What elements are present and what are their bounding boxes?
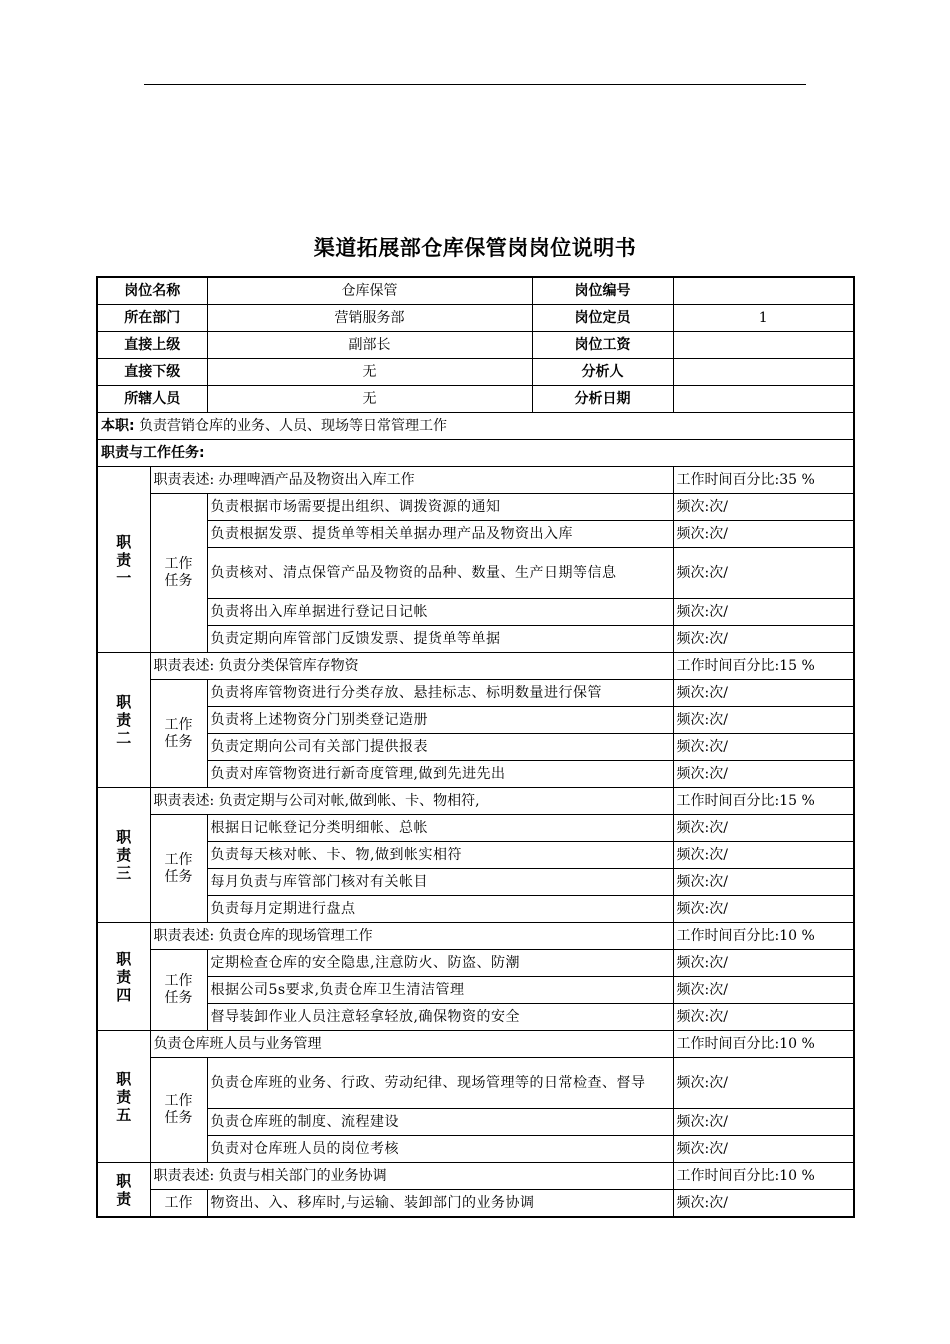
info-row-department: [97, 305, 854, 332]
position-code-label: 岗位编号: [532, 277, 673, 305]
table-row: [97, 1058, 854, 1109]
task-frequency: 频次:次/: [673, 707, 854, 734]
analysis-date-label: 分析日期: [532, 386, 673, 413]
duty-1-header: 职责一: [97, 467, 150, 653]
analysis-date-value: [673, 386, 854, 413]
duty-5-task-label: 工作任务: [150, 1058, 207, 1163]
task-frequency: 频次:次/: [673, 1190, 854, 1218]
table-row: [97, 707, 854, 734]
table-row: [97, 977, 854, 1004]
subordinate-label: 直接下级: [97, 359, 207, 386]
task-text: 负责仓库班的业务、行政、劳动纪律、现场管理等的日常检查、督导: [207, 1058, 673, 1109]
table-row: [97, 626, 854, 653]
duty-2-statement-row: [97, 653, 854, 680]
table-row: [97, 599, 854, 626]
header-rule: [144, 84, 806, 85]
main-duty: [97, 413, 854, 440]
duty-5-time-pct: 工作时间百分比:10 %: [673, 1031, 854, 1058]
task-frequency: 频次:次/: [673, 734, 854, 761]
duty-1-time-pct: 工作时间百分比:35 %: [673, 467, 854, 494]
job-description-table: [96, 276, 855, 1218]
task-text: 负责核对、清点保管产品及物资的品种、数量、生产日期等信息: [207, 548, 673, 599]
department-value: 营销服务部: [207, 305, 532, 332]
subordinate-value: 无: [207, 359, 532, 386]
task-frequency: 频次:次/: [673, 599, 854, 626]
headcount-value: 1: [673, 305, 854, 332]
info-row-position: [97, 277, 854, 305]
document-title: 渠道拓展部仓库保管岗岗位说明书: [313, 236, 637, 260]
duty-4-time-pct: 工作时间百分比:10 %: [673, 923, 854, 950]
task-frequency: 频次:次/: [673, 1109, 854, 1136]
table-row: [97, 815, 854, 842]
duty-6-statement: 职责表述: 负责与相关部门的业务协调: [150, 1163, 673, 1190]
task-text: 负责对库管物资进行新奇度管理,做到先进先出: [207, 761, 673, 788]
table-row: [97, 734, 854, 761]
table-row: [97, 1136, 854, 1163]
position-code-value: [673, 277, 854, 305]
analyst-value: [673, 359, 854, 386]
position-name-label: 岗位名称: [97, 277, 207, 305]
table-row: [97, 950, 854, 977]
task-frequency: 频次:次/: [673, 521, 854, 548]
duty-3-statement-row: [97, 788, 854, 815]
info-row-subordinate: [97, 359, 854, 386]
table-row: [97, 761, 854, 788]
task-text: 负责将出入库单据进行登记日记帐: [207, 599, 673, 626]
duty-4-statement-row: [97, 923, 854, 950]
task-frequency: 频次:次/: [673, 1136, 854, 1163]
task-text: 负责每天核对帐、卡、物,做到帐实相符: [207, 842, 673, 869]
task-frequency: 频次:次/: [673, 869, 854, 896]
superior-label: 直接上级: [97, 332, 207, 359]
duties-section-row: [97, 440, 854, 467]
duty-3-header: 职责三: [97, 788, 150, 923]
duty-5-statement-row: [97, 1031, 854, 1058]
task-frequency: 频次:次/: [673, 896, 854, 923]
table-row: [97, 1004, 854, 1031]
table-row: [97, 680, 854, 707]
position-name-value: 仓库保管: [207, 277, 532, 305]
task-text: 负责将库管物资进行分类存放、悬挂标志、标明数量进行保管: [207, 680, 673, 707]
task-text: 每月负责与库管部门核对有关帐目: [207, 869, 673, 896]
salary-value: [673, 332, 854, 359]
department-label: 所在部门: [97, 305, 207, 332]
analyst-label: 分析人: [532, 359, 673, 386]
task-text: 负责定期向公司有关部门提供报表: [207, 734, 673, 761]
staff-value: 无: [207, 386, 532, 413]
duty-6-time-pct: 工作时间百分比:10 %: [673, 1163, 854, 1190]
duty-6-task-label: 工作: [150, 1190, 207, 1218]
task-text: 物资出、入、移库时,与运输、装卸部门的业务协调: [207, 1190, 673, 1218]
salary-label: 岗位工资: [532, 332, 673, 359]
task-text: 根据日记帐登记分类明细帐、总帐: [207, 815, 673, 842]
task-frequency: 频次:次/: [673, 761, 854, 788]
task-frequency: 频次:次/: [673, 842, 854, 869]
duty-6-statement-row: [97, 1163, 854, 1190]
info-row-staff: [97, 386, 854, 413]
table-row: [97, 1190, 854, 1218]
task-text: 负责仓库班的制度、流程建设: [207, 1109, 673, 1136]
duty-3-statement: 职责表述: 负责定期与公司对帐,做到帐、卡、物相符,: [150, 788, 673, 815]
table-row: [97, 1109, 854, 1136]
duty-2-task-label: 工作任务: [150, 680, 207, 788]
table-row: [97, 896, 854, 923]
task-text: 负责每月定期进行盘点: [207, 896, 673, 923]
duty-1-statement: 职责表述: 办理啤酒产品及物资出入库工作: [150, 467, 673, 494]
duty-2-time-pct: 工作时间百分比:15 %: [673, 653, 854, 680]
duty-2-statement: 职责表述: 负责分类保管库存物资: [150, 653, 673, 680]
table-row: [97, 842, 854, 869]
table-row: [97, 521, 854, 548]
info-row-superior: [97, 332, 854, 359]
task-text: 负责根据市场需要提出组织、调拨资源的通知: [207, 494, 673, 521]
task-frequency: 频次:次/: [673, 950, 854, 977]
table-row: [97, 548, 854, 599]
task-frequency: 频次:次/: [673, 548, 854, 599]
task-text: 定期检查仓库的安全隐患,注意防火、防盗、防潮: [207, 950, 673, 977]
task-text: 负责将上述物资分门别类登记造册: [207, 707, 673, 734]
main-duty-label: 本职:: [101, 418, 135, 434]
main-duty-text: 负责营销仓库的业务、人员、现场等日常管理工作: [139, 418, 448, 434]
task-text: 负责对仓库班人员的岗位考核: [207, 1136, 673, 1163]
superior-value: 副部长: [207, 332, 532, 359]
duty-4-header: 职责四: [97, 923, 150, 1031]
duty-5-header: 职责五: [97, 1031, 150, 1163]
task-text: 负责根据发票、提货单等相关单据办理产品及物资出入库: [207, 521, 673, 548]
task-frequency: 频次:次/: [673, 815, 854, 842]
duty-3-task-label: 工作任务: [150, 815, 207, 923]
duty-5-statement: 负责仓库班人员与业务管理: [150, 1031, 673, 1058]
duty-6-header: 职责: [97, 1163, 150, 1218]
task-frequency: 频次:次/: [673, 494, 854, 521]
table-row: [97, 869, 854, 896]
task-text: 负责定期向库管部门反馈发票、提货单等单据: [207, 626, 673, 653]
duty-1-task-label: 工作任务: [150, 494, 207, 653]
task-frequency: 频次:次/: [673, 1058, 854, 1109]
task-frequency: 频次:次/: [673, 977, 854, 1004]
headcount-label: 岗位定员: [532, 305, 673, 332]
task-frequency: 频次:次/: [673, 1004, 854, 1031]
duty-3-time-pct: 工作时间百分比:15 %: [673, 788, 854, 815]
duty-1-statement-row: [97, 467, 854, 494]
table-row: [97, 494, 854, 521]
main-duty-row: [97, 413, 854, 440]
staff-label: 所辖人员: [97, 386, 207, 413]
duty-2-header: 职责二: [97, 653, 150, 788]
task-frequency: 频次:次/: [673, 626, 854, 653]
task-text: 根据公司5s要求,负责仓库卫生清洁管理: [207, 977, 673, 1004]
duty-4-task-label: 工作任务: [150, 950, 207, 1031]
task-frequency: 频次:次/: [673, 680, 854, 707]
duties-section-label: 职责与工作任务:: [97, 440, 854, 467]
duty-4-statement: 职责表述: 负责仓库的现场管理工作: [150, 923, 673, 950]
task-text: 督导装卸作业人员注意轻拿轻放,确保物资的安全: [207, 1004, 673, 1031]
